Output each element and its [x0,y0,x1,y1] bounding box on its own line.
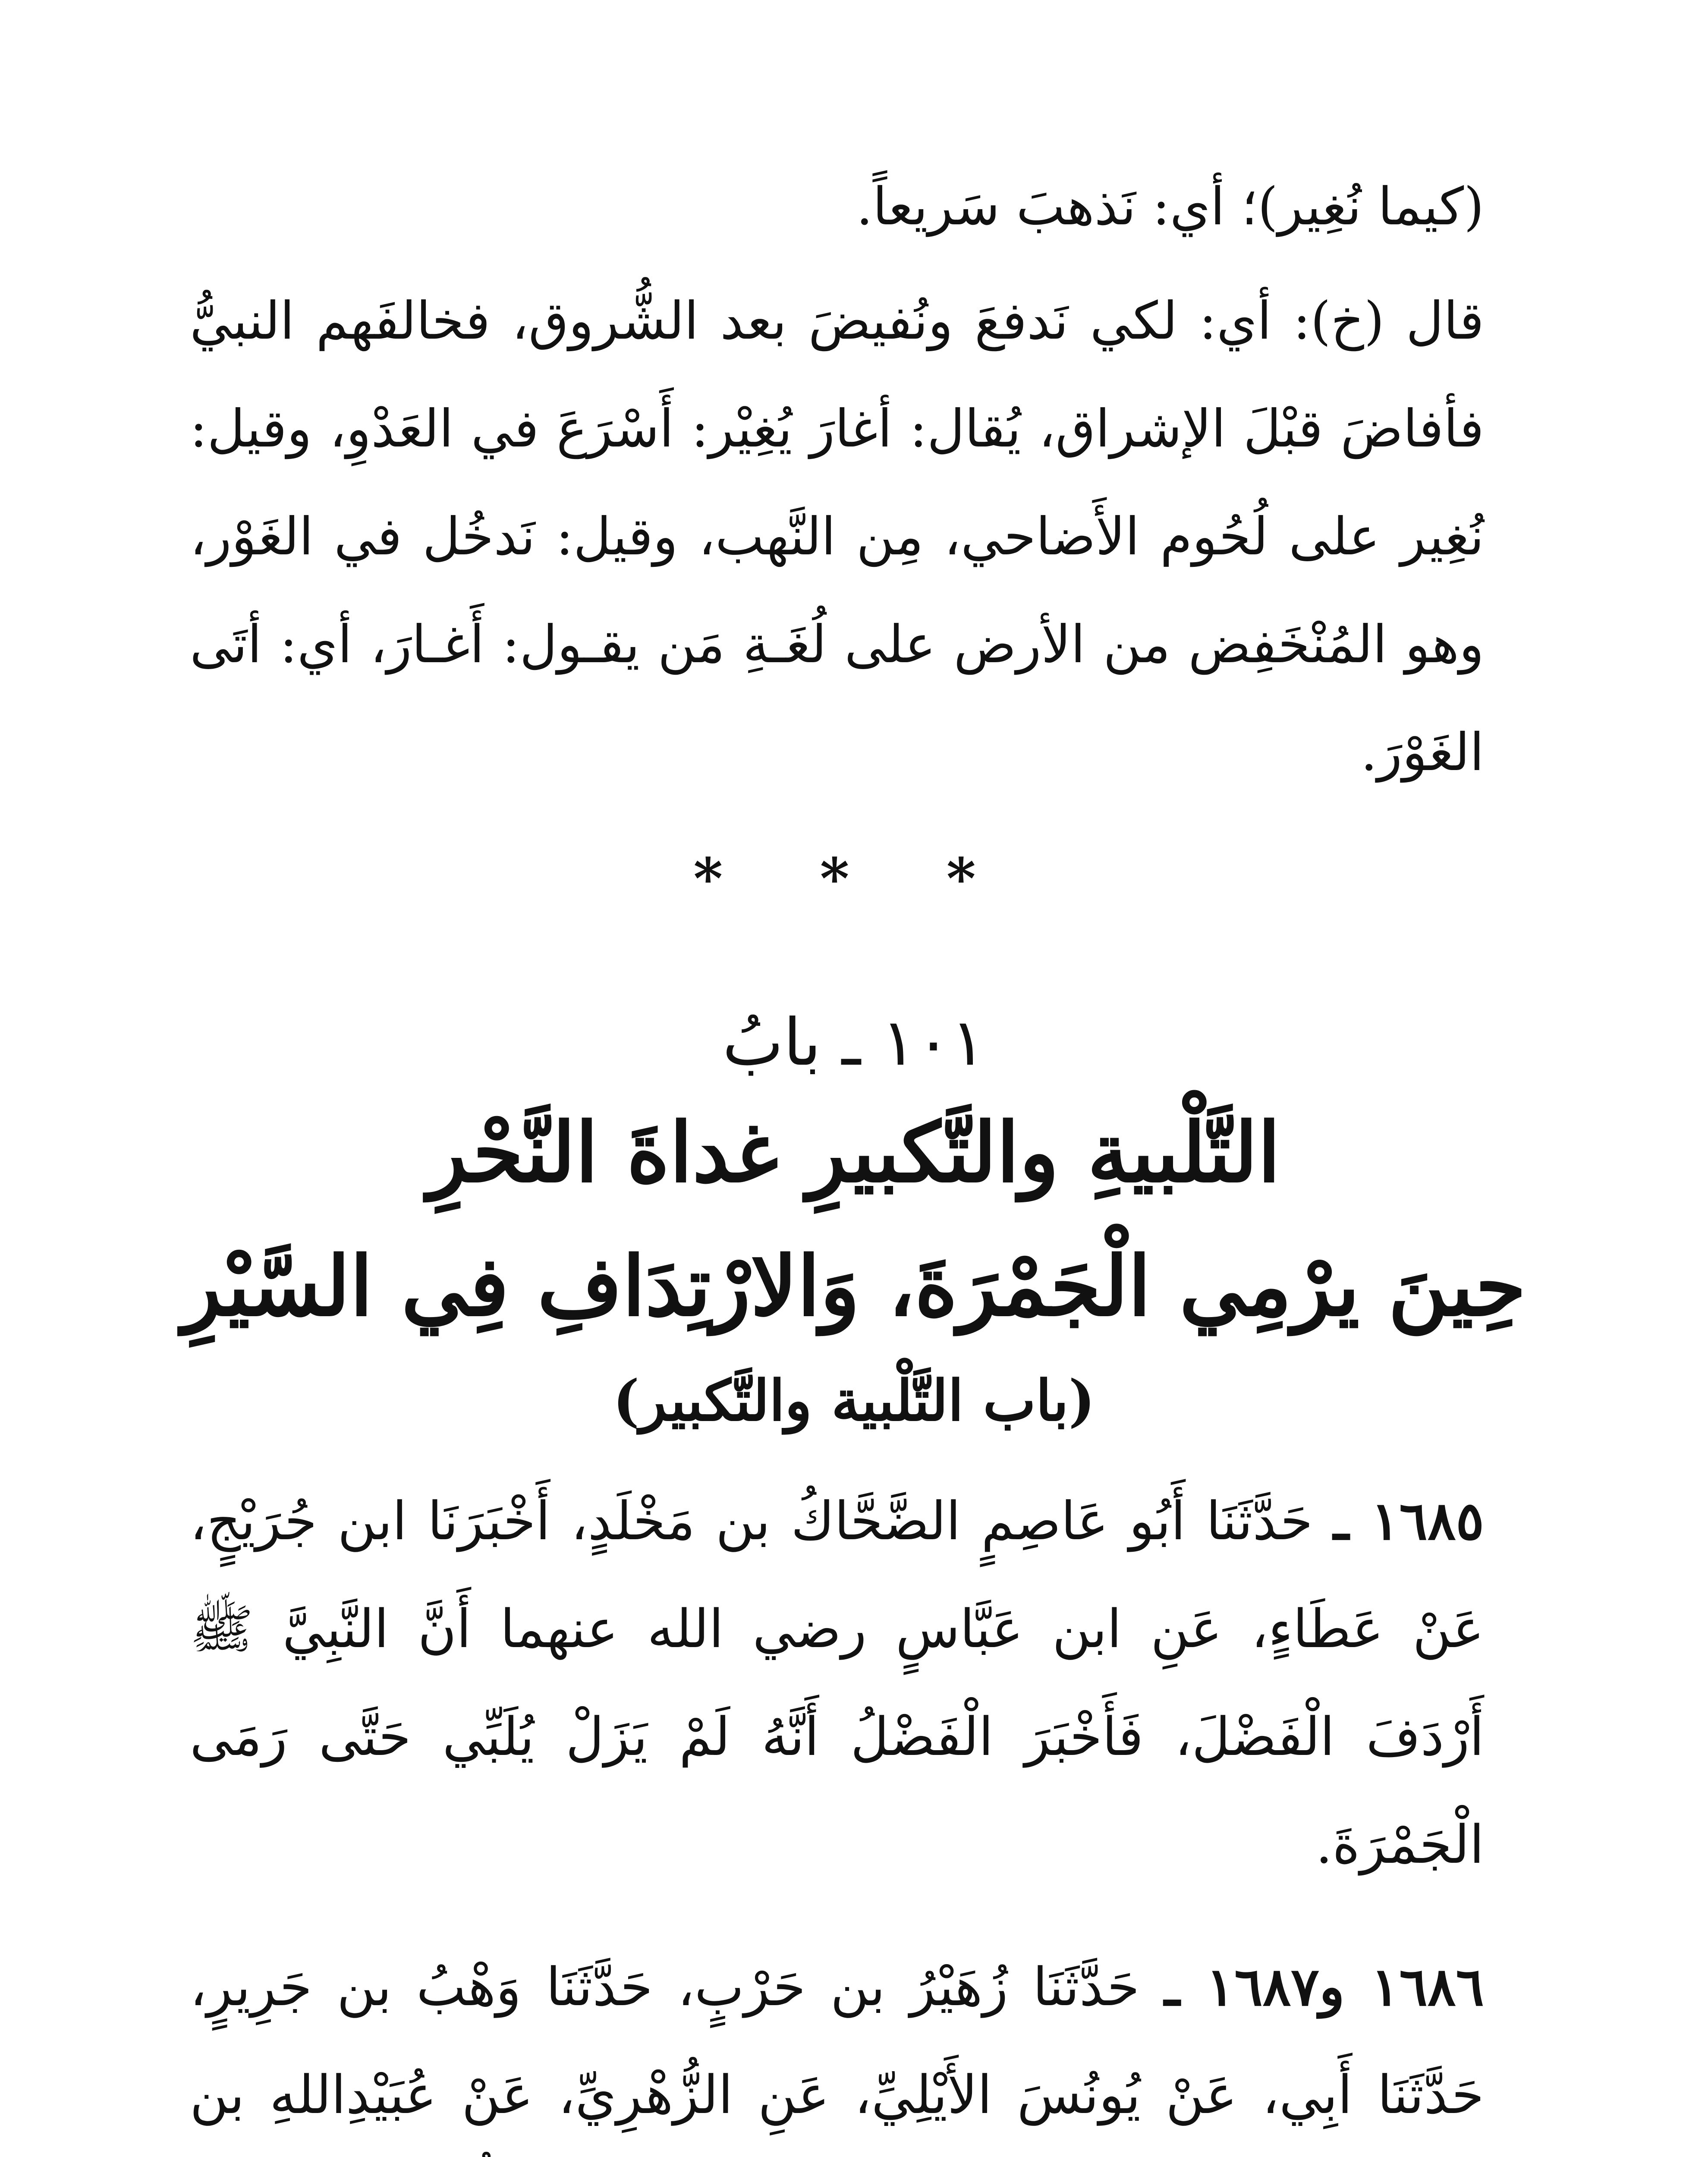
hadith-1686-1687 [190,1933,1484,2157]
chapter-title-line-2: حِينَ يرْمِي الْجَمْرَةَ، وَالارْتِدَافِ فِي السَّيْرِ [182,1238,1526,1334]
hadith-1685 [190,1467,1484,1899]
chapter-number: ١٠١ ـ بابُ [722,1005,986,1080]
commentary-paragraph: قال (خ): أي: لكي نَدفعَ ونُفيضَ بعد الشُّروق، فخالفَهم النبيُّ فأفاضَ قبْلَ الإشراق، يُقال: أغارَ يُغِيْر: أَسْرَعَ في العَدْوِ، وقيل: نُغِير على لُحُوم الأَضاحي، مِن النَّهب، وقيل: نَدخُل في الغَوْر، وهو المُنْخَفِض من الأرض على لُغَـةِ مَن يقـول: أَغـارَ، أي: أتَى الغَوْرَ. [190,291,1484,783]
commentary-first-line: (كيما نُغِير)؛ أي: نَذهبَ سَريعاً. [856,177,1484,237]
chapter-subtitle: (باب التَّلْبية والتَّكبير) [613,1368,1095,1434]
hadith-text: حَدَّثَنَا أَبُو عَاصِمٍ الضَّحَّاكُ بن مَخْلَدٍ، أَخْبَرَنَا ابن جُرَيْجٍ، عَنْ عَطَاءٍ، عَنِ ابن عَبَّاسٍ رضي الله عنهما أَنَّ النَّبِيَّ ﷺ أَرْدَفَ الْفَضْلَ، فَأَخْبَرَ الْفَضْلُ أَنَّهُ لَمْ يَزَلْ يُلَبِّي حَتَّى رَمَى الْجَمْرَةَ. [190,1490,1484,1875]
hadith-number: ١٦٨٥ ـ [1333,1490,1485,1552]
chapter-title-line-1: التَّلْبيةِ والتَّكبيرِ غداةَ النَّحْرِ [427,1104,1280,1201]
hadith-number: ١٦٨٦ و١٦٨٧ ـ [1164,1956,1484,2018]
section-separator: * * * [693,846,1015,912]
hadith-text: حَدَّثَنَا زُهَيْرُ بن حَرْبٍ، حَدَّثَنَا وَهْبُ بن جَرِيرٍ، حَدَّثَنَا أَبِي، عَنْ يُونُسَ الأَيْلِيِّ، عَنِ الزُّهْرِيِّ، عَنْ عُبَيْدِاللهِ بن [190,1956,1484,2126]
